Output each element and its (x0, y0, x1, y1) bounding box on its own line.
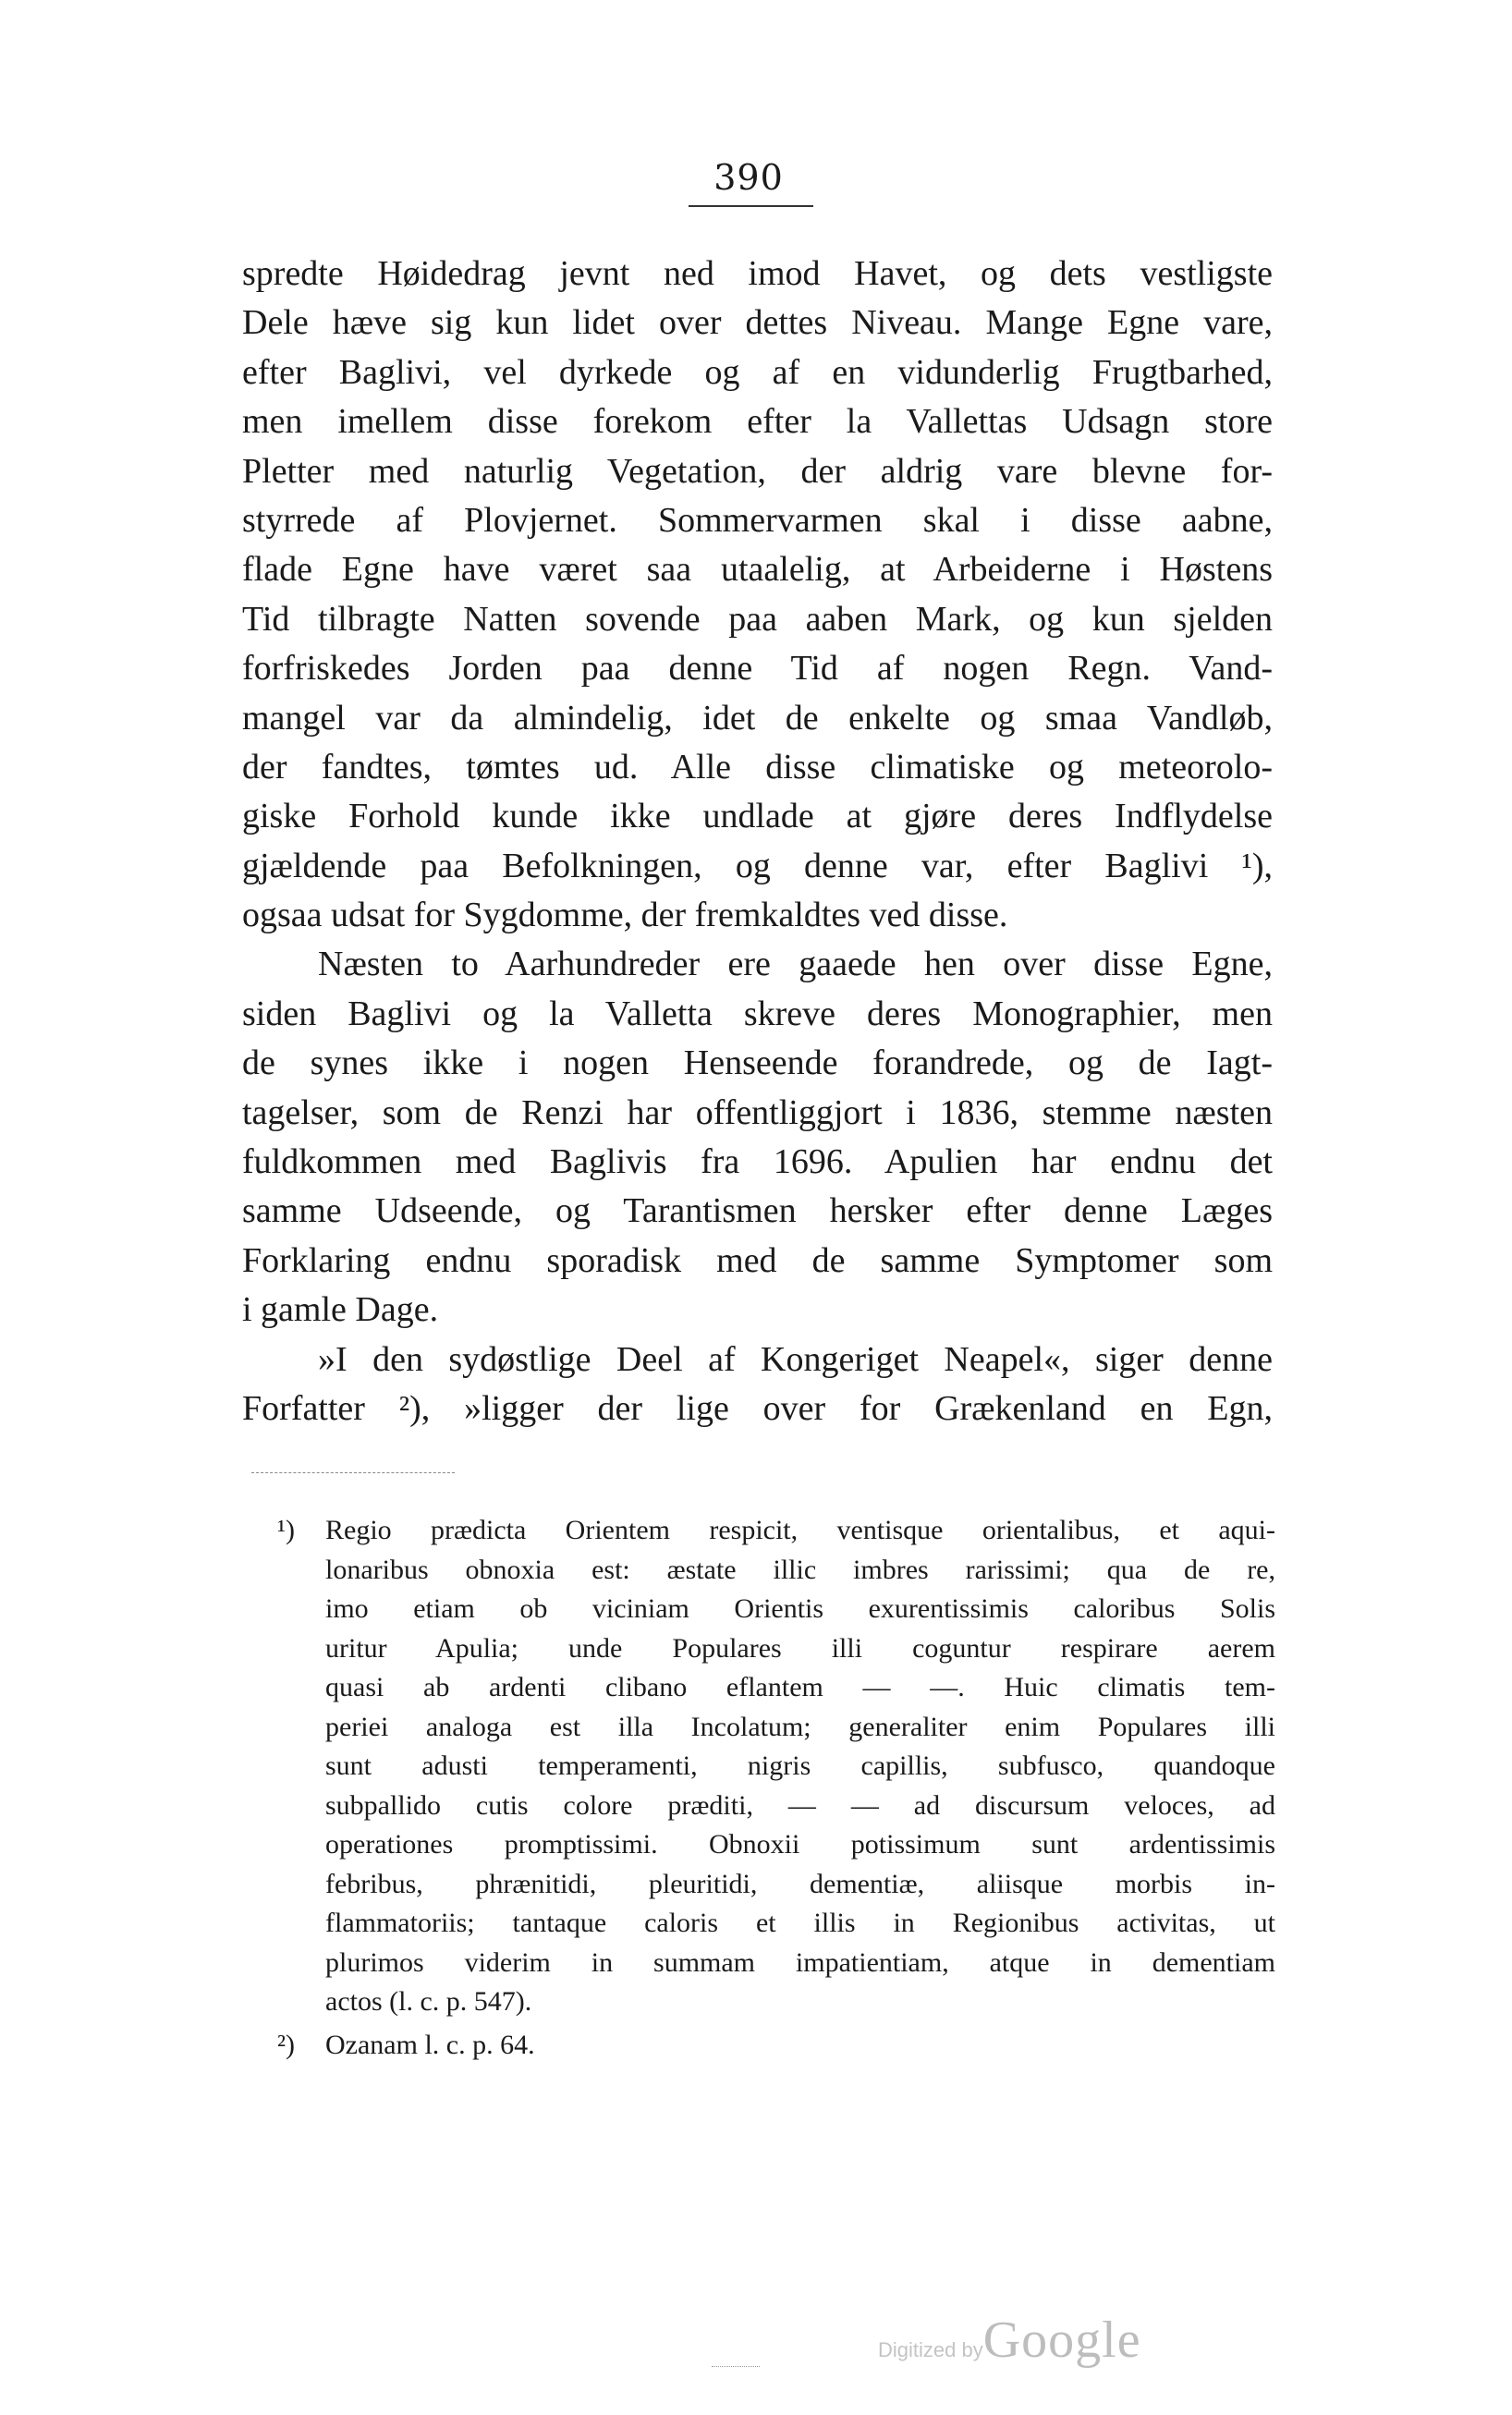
body-line: Forklaring endnu sporadisk med de samme Symptomer som (242, 1240, 1273, 1280)
footnote-line: uritur Apulia; unde Populares illi coguntur respirare aerem (325, 1632, 1275, 1664)
footnote-line: plurimos viderim in summam impatientiam, atque in dementiam (325, 1946, 1275, 1978)
body-line: tagelser, som de Renzi har offentliggjort i 1836, stemme næsten (242, 1092, 1273, 1132)
footnote-line: Regio prædicta Orientem respicit, ventisque orientalibus, et aqui- (325, 1515, 1275, 1545)
body-line: Næsten to Aarhundreder ere gaaede hen over disse Egne, (318, 945, 1273, 984)
body-line: Tid tilbragte Natten sovende paa aaben Mark, og kun sjelden (242, 599, 1273, 639)
page-number: 390 (713, 157, 784, 198)
body-line: Forfatter ²), »ligger der lige over for Grækenland en Egn, (242, 1388, 1273, 1428)
body-line: flade Egne have været saa utaalelig, at Arbeiderne i Høstens (242, 550, 1273, 590)
footnote-marker: ¹) (277, 1515, 295, 1545)
footnote-line: imo etiam ob viciniam Orientis exurentissimis caloribus Solis (325, 1593, 1275, 1624)
body-line: styrrede af Plovjernet. Sommervarmen skal i disse aabne, (242, 500, 1273, 540)
body-line: i gamle Dage. (242, 1290, 439, 1330)
footnote-line: periei analoga est illa Incolatum; generaliter enim Populares illi (325, 1711, 1275, 1742)
body-line: siden Baglivi og la Valletta skreve deres Monographier, men (242, 994, 1273, 1033)
page-number-rule (689, 205, 813, 207)
footnote-line: lonaribus obnoxia est: æstate illic imbres rarissimi; qua de re, (325, 1554, 1275, 1585)
body-line: »I den sydøstlige Deel af Kongeriget Neapel«, siger denne (318, 1339, 1273, 1379)
body-line: Dele hæve sig kun lidet over dettes Niveau. Mange Egne vare, (242, 303, 1273, 343)
footnote-line: quasi ab ardenti clibano eflantem — —. Huic climatis tem- (325, 1672, 1275, 1702)
footnote-line: sunt adusti temperamenti, nigris capillis, subfusco, quandoque (325, 1750, 1275, 1781)
footnote-line: operationes promptissimi. Obnoxii potissimum sunt ardentissimis (325, 1829, 1275, 1860)
body-line: de synes ikke i nogen Henseende forandrede, og de Iagt- (242, 1043, 1273, 1083)
body-line: giske Forhold kunde ikke undlade at gjøre deres Indflydelse (242, 797, 1273, 836)
body-line: fuldkommen med Baglivis fra 1696. Apulien har endnu det (242, 1142, 1273, 1182)
body-text (242, 250, 1273, 1433)
footnotes (277, 1511, 1275, 2065)
body-line: ogsaa udsat for Sygdomme, der fremkaldtes ved disse. (242, 896, 1008, 935)
footnote-line: subpallido cutis colore præditi, — — ad discursum veloces, ad (325, 1789, 1275, 1821)
footnote-line: actos (l. c. p. 547). (325, 1986, 532, 2017)
footnote-separator (251, 1472, 455, 1473)
footnote-line: flammatoriis; tantaque caloris et illis in Regionibus activitas, ut (325, 1908, 1275, 1938)
body-line: efter Baglivi, vel dyrkede og af en vidunderlig Frugtbarhed, (242, 352, 1273, 392)
bottom-scan-mark (712, 2366, 760, 2367)
body-line: Pletter med naturlig Vegetation, der aldrig vare blevne for- (242, 451, 1273, 491)
body-line: gjældende paa Befolkningen, og denne var, efter Baglivi ¹), (242, 846, 1273, 885)
watermark-brand: Google (982, 2311, 1141, 2369)
body-line: mangel var da almindelig, idet de enkelte og smaa Vandløb, (242, 698, 1273, 738)
body-line: forfriskedes Jorden paa denne Tid af nogen Regn. Vand- (242, 649, 1273, 689)
footnote-marker: ²) (277, 2029, 295, 2060)
body-line: men imellem disse forekom efter la Vallettas Udsagn store (242, 402, 1273, 442)
body-line: der fandtes, tømtes ud. Alle disse climatiske og meteorolo- (242, 747, 1273, 787)
digitization-watermark (878, 2311, 1266, 2375)
footnote-line: Ozanam l. c. p. 64. (325, 2029, 535, 2060)
footnote (277, 2026, 1275, 2066)
body-line: spredte Høidedrag jevnt ned imod Havet, og dets vestligste (242, 254, 1273, 293)
watermark-prefix: Digitized by (878, 2338, 983, 2361)
body-line: samme Udseende, og Tarantismen hersker efter denne Læges (242, 1191, 1273, 1231)
footnote (277, 1511, 1275, 2022)
footnote-line: febribus, phrænitidi, pleuritidi, dementiæ, aliisque morbis in- (325, 1868, 1275, 1899)
